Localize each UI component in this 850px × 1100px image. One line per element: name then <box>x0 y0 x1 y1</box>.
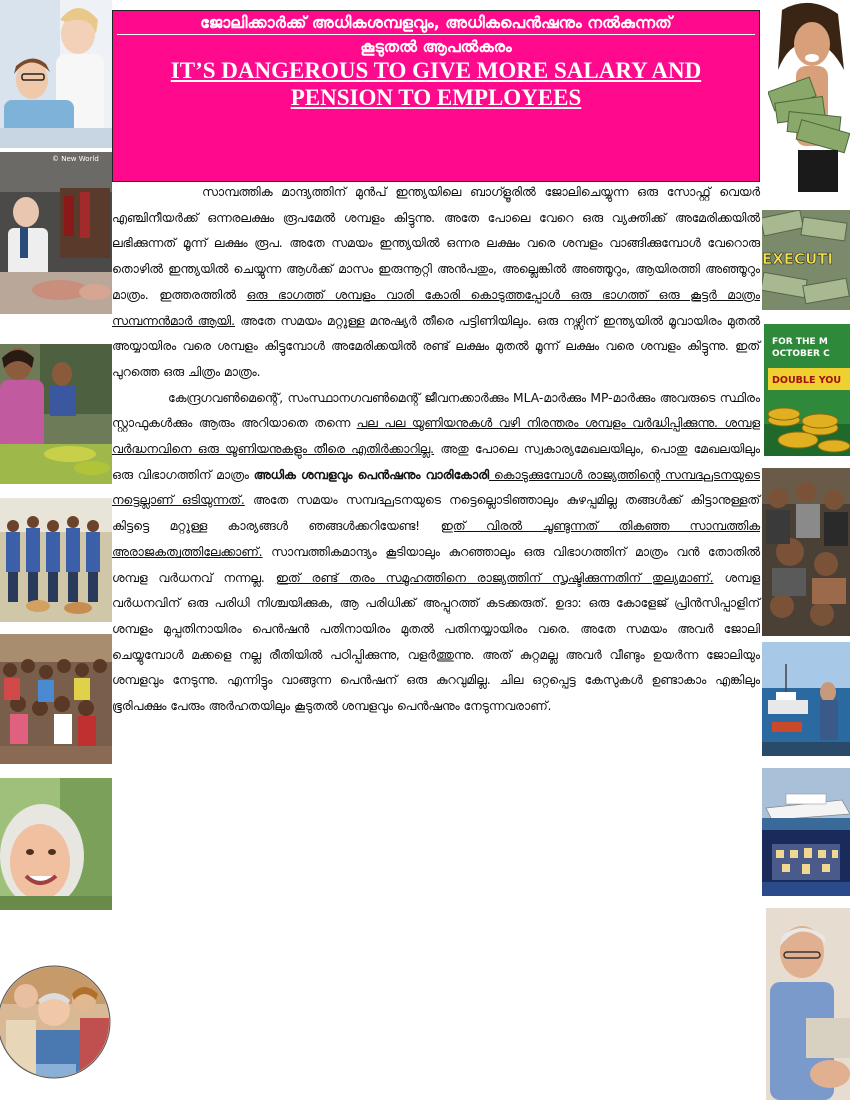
children-group-photo <box>0 498 112 622</box>
elderly-man-photo <box>766 908 850 1100</box>
yacht-mansion-photo <box>762 768 850 896</box>
smiling-woman-photo <box>0 778 112 910</box>
offer-text-1: FOR THE M <box>772 337 828 347</box>
malayalam-title-line-2: കൂടുതൽ ആപൽകരം <box>360 37 512 56</box>
paragraph-1-underlined-1: ഒരു ഭാഗത്ത് ശമ്പളം വാരി കോരി കൊടുത്തപ്പോൾ ഒരു ഭാഗത്ത് ഒരു കൂട്ടർ മാത്രം സമ്പന്നൻമാർ ആയി. <box>112 287 760 328</box>
paragraph-2-text-2: അതു പോലെ സ്വകാര്യമേഖലയിലും, പൊതു മേഖലയിലും ഒരു വിഭാഗത്തിന് മാത്രം <box>112 442 760 482</box>
offer-text-3: DOUBLE YOU <box>772 375 842 386</box>
paragraph-2-text-3: അതേ സമയം സമ്പദ്ഘടനയുടെ നട്ടെല്ലൊടിഞ്ഞാലും കുഴപ്പമില്ല തങ്ങൾക്ക് കിട്ടാനുള്ളത് കിട്ടട്ടെ മറ്റുള്ള കാര്യങ്ങൾ ഞങ്ങൾക്കറിയേണ്ട! <box>112 493 760 534</box>
paragraph-2-underlined-4: ഇത് രണ്ട് തരം സമൂഹത്തിനെ രാജ്യത്തിന് സൃഷ്ടിക്കുന്നതിന് തുല്യമാണ്. <box>275 570 714 585</box>
offer-text-2: OCTOBER C <box>772 349 830 359</box>
paragraph-2-underlined-3: ഇത് വിരൽ ചൂണ്ടുന്നത് തികഞ്ഞ സാമ്പത്തിക അരാജകത്വത്തിലേക്കാണ്. <box>112 519 760 559</box>
paragraph-2-text-4: സാമ്പത്തികമാന്ദ്യം കൂടിയാലും കുറഞ്ഞാലും ഒരു വിഭാഗത്തിന് മാത്രം വൻ തോതിൽ ശമ്പള വർധനവ് നന്നല്ല. <box>112 544 760 585</box>
doctor-patient-photo <box>0 0 112 148</box>
english-title-line-2: PENSION TO EMPLOYEES <box>290 85 582 110</box>
paragraph-2-underlined-1: പല പല യൂണിയനുകൾ വഴി നിരന്തരം ശമ്പളം വർദ്ധിപ്പിക്കുന്നു. ശമ്പള വർദ്ധനവിനെ ഒരു യൂണിയനുകളും തീരെ എതിർക്കാറില്ല. <box>112 416 760 457</box>
article-body <box>112 180 760 720</box>
photo-credit-text: © New World <box>52 155 99 163</box>
paragraph-2-underlined-2: കൊടുക്കുമ്പോൾ രാജ്യത്തിന്റെ സമ്പദ്ഘടനയുടെ നട്ടെല്ലാണ് ഒടിയുന്നത്. <box>112 467 760 508</box>
double-offer-banner-photo <box>764 324 850 456</box>
refugees-photo <box>762 468 850 636</box>
executive-banner-text: EXECUTI <box>762 250 834 268</box>
harbour-photo <box>762 642 850 756</box>
paragraph-1 <box>112 180 760 386</box>
paragraph-2-bold-1: അധിക ശമ്പളവും പെൻഷനും വാരികോരി <box>253 467 490 482</box>
woman-money-photo <box>768 0 850 192</box>
paragraph-2-text-1: കേന്ദ്രഗവൺമെന്റെ്, സംസ്ഥാനഗവൺമെന്റ് ജീവനക്കാർക്കും MLA-മാർക്കും MP-മാർക്കും അവരുടെ സ്ഥിരം സ്റ്റാഫുകൾക്കും ആരും അറിയാതെ തന്നെ <box>112 390 760 431</box>
executive-banner-photo <box>762 210 850 310</box>
paragraph-2-text-5: ശമ്പള വർധനവിന് ഒരു പരിധി നിശ്ചയിക്കുക, ആ പരിധിക്ക് അപ്പുറത്ത് കടക്കരുത്. ഉദാ: ഒരു കോളേജ് പ്രിൻസിപ്പാളിന് ശമ്പളം മുപ്പതിനായിരം പെൻഷൻ പതിനായിരം മുതൽ പതിനയ്യായിരം വരെ. അതേ സമയം അവർ ജോലി ചെയ്യുമ്പോൾ മക്കളെ നല്ല രീതിയിൽ പഠിപ്പിക്കുന്നു, വളർത്തുന്നു. അത് കുറ്റമല്ല അവർ വീണ്ടും ഉയർന്ന ജോലിയും ശമ്പളവും നേടുന്നു. എന്നിട്ടും വാങ്ങുന്ന പെൻഷന് ഒരു കുറവുമില്ല. ചില ഒറ്റപ്പെട്ട കേസുകൾ ഉണ്ടാകാം എങ്കിലും ഭൂരിപക്ഷം പേരും അർഹതയിലും കൂടുതൽ ശമ്പളവും പെൻഷനും നേടുന്നവരാണ്. <box>112 570 761 714</box>
malayalam-title-line-1: ജോലിക്കാർക്ക് അധികശമ്പളവും, അധികപെൻഷനും നൽകുന്നത് <box>117 13 755 35</box>
vegetable-vendor-photo <box>0 344 112 484</box>
family-circle-photo <box>0 934 112 1100</box>
title-banner <box>112 10 760 182</box>
butcher-photo <box>0 152 112 314</box>
paragraph-2 <box>112 386 760 720</box>
crowd-photo <box>0 634 112 764</box>
paragraph-1-text-2: അതേ സമയം മറ്റുള്ള മനുഷ്യർ തീരെ പട്ടിണിയിലും. ഒരു നഴ്സിന് ഇന്ത്യയിൽ മൂവായിരം മുതൽ അയ്യായിരം വരെ ശമ്പളം കിട്ടുമ്പോൾ അമേരിക്കയിൽ രണ്ട് ലക്ഷം മുതൽ മൂന്ന് ലക്ഷം വരെ ശമ്പളം കിട്ടുന്നു. ഇത് പുറത്തെ ഒരു ചിത്രം മാത്രം. <box>112 313 760 379</box>
english-title-line-1: IT’S DANGEROUS TO GIVE MORE SALARY AND <box>170 58 702 83</box>
paragraph-1-text-1: സാമ്പത്തിക മാന്ദ്യത്തിന് മുൻപ് ഇന്ത്യയിലെ ബാഗ്ളൂരിൽ ജോലിചെയ്യുന്ന ഒരു സോഫ്റ്റ് വെയർ എഞ്ചിനീയർക്ക് ഒന്നരലക്ഷം രൂപമേൽ ശമ്പളം കിട്ടുന്നു. അതേ പോലെ വേറെ ഒരു വ്യക്തിക്ക് അമേരിക്കയിൽ ലഭിക്കുന്നത് മൂന്ന് ലക്ഷം രൂപ. അതേ സമയം ഇന്ത്യയിൽ ഒന്നര ലക്ഷം വരെ ശമ്പളം വാങ്ങിക്കുമ്പോൾ വേറൊരു തൊഴിൽ ഇന്ത്യയിൽ ചെയ്യുന്ന ആൾക്ക് മാസം ഇരുന്നൂറ്റി അൻപതും, അല്ലെങ്കിൽ അഞ്ഞൂറും, ആയിരത്തി അഞ്ഞൂറും മാത്രം. ഇത്തരത്തിൽ <box>112 185 760 302</box>
